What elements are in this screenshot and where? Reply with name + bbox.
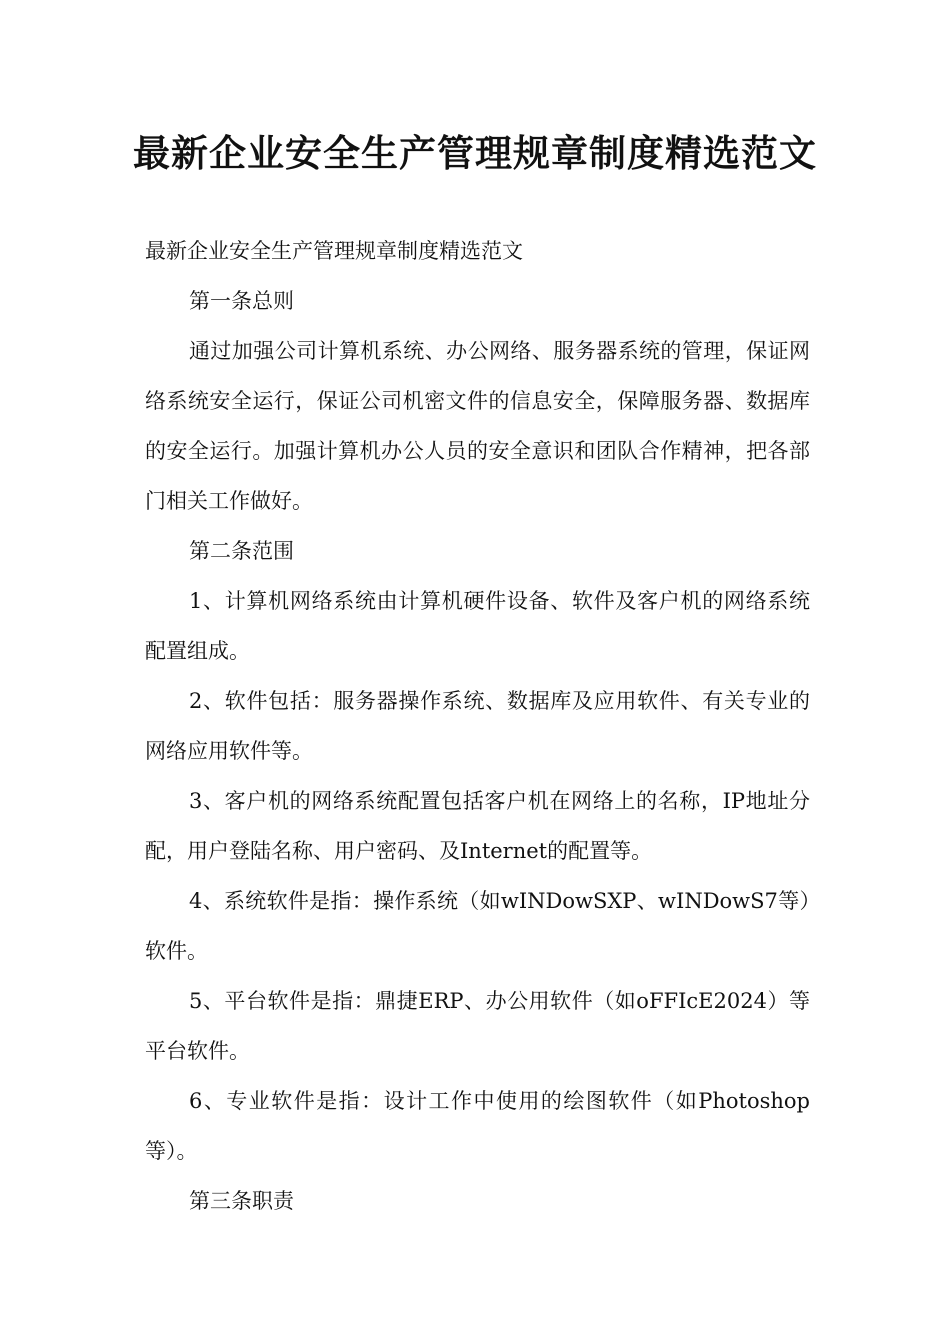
list-item-5: 5、平台软件是指：鼎捷ERP、办公用软件（如oFFIcE2024）等平台软件。 (145, 989, 810, 1063)
document-title: 最新企业安全生产管理规章制度精选范文 (133, 132, 817, 175)
paragraph-general: 通过加强公司计算机系统、办公网络、服务器系统的管理，保证网络系统安全运行，保证公司机密文件的信息安全，保障服务器、数据库的安全运行。加强计算机办公人员的安全意识和团队合作精神，把各部门相关工作做好。 (145, 339, 810, 513)
list-item-6: 6、专业软件是指：设计工作中使用的绘图软件（如Photoshop等）。 (145, 1089, 810, 1163)
list-item-1: 1、计算机网络系统由计算机硬件设备、软件及客户机的网络系统配置组成。 (145, 589, 810, 663)
document-body (145, 226, 810, 1226)
subtitle-line: 最新企业安全生产管理规章制度精选范文 (145, 239, 523, 263)
list-item-2: 2、软件包括：服务器操作系统、数据库及应用软件、有关专业的网络应用软件等。 (145, 689, 810, 763)
list-item-3: 3、客户机的网络系统配置包括客户机在网络上的名称，IP地址分配，用户登陆名称、用户密码、及Internet的配置等。 (145, 789, 810, 863)
section-heading-scope: 第二条范围 (189, 539, 294, 563)
section-heading-duties: 第三条职责 (189, 1189, 294, 1213)
section-heading-general: 第一条总则 (189, 289, 294, 313)
list-item-4: 4、系统软件是指：操作系统（如wINDowSXP、wINDowS7等）软件。 (145, 889, 810, 963)
